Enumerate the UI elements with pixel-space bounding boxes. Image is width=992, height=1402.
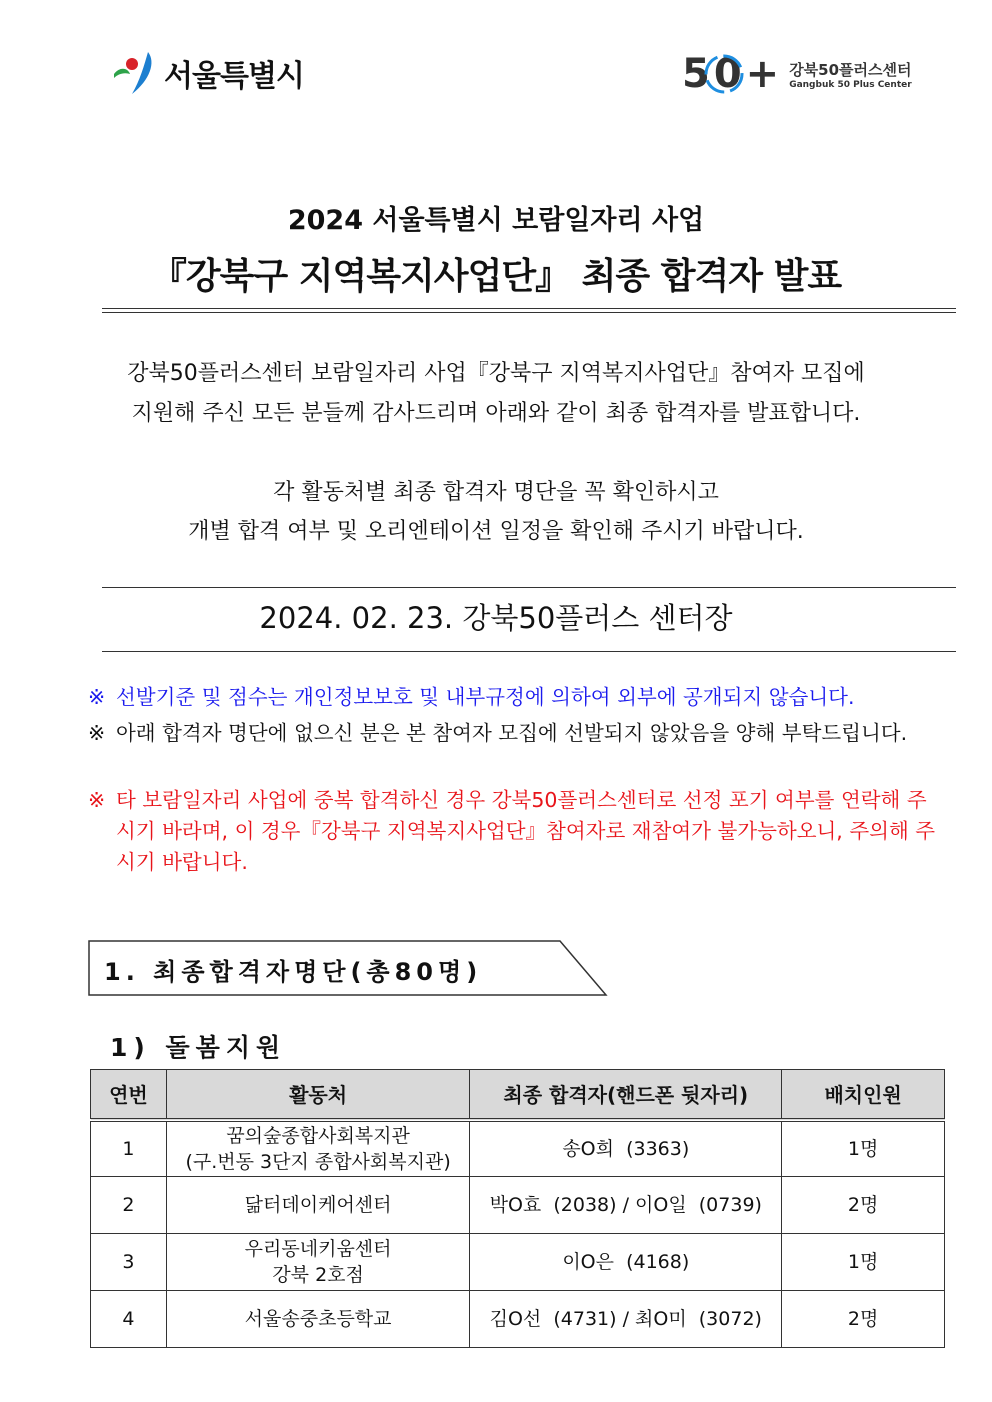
title-line1: 2024 서울특별시 보람일자리 사업 — [287, 205, 705, 236]
header-count: 배치인원 — [782, 1070, 945, 1120]
cell-place — [166, 1177, 469, 1234]
cell-place — [166, 1234, 469, 1291]
divider — [102, 651, 956, 652]
title-divider — [102, 308, 956, 313]
header-no: 연번 — [91, 1070, 167, 1120]
cell-names: 김O선 (4731) / 최O미 (3072) — [470, 1291, 782, 1348]
cell-no: 4 — [91, 1291, 167, 1348]
cell-count: 1명 — [782, 1234, 945, 1291]
note-mark: ※ — [88, 721, 106, 745]
intro-line: 각 활동처별 최종 합격자 명단을 꼭 확인하시고 — [273, 480, 719, 505]
place-line: 꿈의숲종합사회복지관 — [226, 1124, 410, 1147]
cell-count: 1명 — [782, 1120, 945, 1177]
cell-place — [166, 1120, 469, 1177]
note-mark: ※ — [88, 788, 106, 812]
cell-no: 2 — [91, 1177, 167, 1234]
center-logo-en: Gangbuk 50 Plus Center — [789, 79, 912, 90]
intro-line: 지원해 주신 모든 분들께 감사드리며 아래와 같이 최종 합격자를 발표합니다. — [131, 401, 861, 426]
cell-no: 3 — [91, 1234, 167, 1291]
note-not-selected — [88, 718, 943, 749]
intro-line: 개별 합격 여부 및 오리엔테이션 일정을 확인해 주시기 바랍니다. — [188, 519, 804, 544]
cell-names: 이O은 (4168) — [470, 1234, 782, 1291]
note-text: 아래 합격자 명단에 없으신 분은 본 참여자 모집에 선발되지 않았음을 양해 부탁드립니다. — [116, 721, 908, 745]
note-text: 선발기준 및 점수는 개인정보보호 및 내부규정에 의하여 외부에 공개되지 않습니다. — [116, 685, 855, 709]
subsection-title: 1) 돌봄지원 — [110, 1033, 287, 1062]
cell-no: 1 — [91, 1120, 167, 1177]
note-mark: ※ — [88, 685, 106, 709]
seoul-emblem-icon — [110, 48, 160, 98]
section-heading — [88, 940, 608, 996]
place-line: 서울송중초등학교 — [244, 1308, 392, 1330]
results-table — [90, 1069, 945, 1348]
seoul-logo — [110, 48, 304, 98]
cell-count: 2명 — [782, 1291, 945, 1348]
place-line: 우리동네키움센터 — [244, 1238, 392, 1260]
place-line: (구.번동 3단지 종합사회복지관) — [185, 1150, 451, 1173]
place-line: 강북 2호점 — [272, 1264, 364, 1286]
ring-icon — [704, 51, 744, 97]
divider — [102, 587, 956, 588]
center-logo — [682, 52, 912, 96]
seoul-logo-text: 서울특별시 — [164, 59, 304, 94]
center-logo-number: 50+ — [682, 51, 784, 97]
header-place: 활동처 — [166, 1070, 469, 1120]
table-row — [91, 1177, 945, 1234]
center-logo-mark — [682, 52, 783, 96]
center-logo-ko: 강북50플러스센터 — [789, 60, 912, 79]
cell-names: 박O효 (2038) / 이O일 (0739) — [470, 1177, 782, 1234]
note-duplicate — [88, 785, 943, 878]
note-text: 타 보람일자리 사업에 중복 합격하신 경우 강북50플러스센터로 선정 포기 여부를 연락해 주시기 바라며, 이 경우『강북구 지역복지사업단』참여자로 재참여가 불가능하오니, 주의해 주시기 바랍니다. — [116, 788, 936, 874]
cell-names: 송O희 (3363) — [470, 1120, 782, 1177]
table-row — [91, 1120, 945, 1177]
header-names: 최종 합격자(핸드폰 뒷자리) — [470, 1070, 782, 1120]
cell-place — [166, 1291, 469, 1348]
cell-count: 2명 — [782, 1177, 945, 1234]
place-line: 닮터데이케어센터 — [244, 1194, 392, 1216]
date-signature: 2024. 02. 23. 강북50플러스 센터장 — [259, 601, 733, 635]
section-title: 1. 최종합격자명단(총80명) — [104, 958, 483, 986]
intro-line: 강북50플러스센터 보람일자리 사업『강북구 지역복지사업단』참여자 모집에 — [127, 361, 865, 386]
table-row — [91, 1234, 945, 1291]
note-privacy — [88, 682, 943, 713]
table-header-row — [91, 1070, 945, 1120]
table-row — [91, 1291, 945, 1348]
page-title: 『강북구 지역복지사업단』 최종 합격자 발표 — [150, 256, 842, 297]
